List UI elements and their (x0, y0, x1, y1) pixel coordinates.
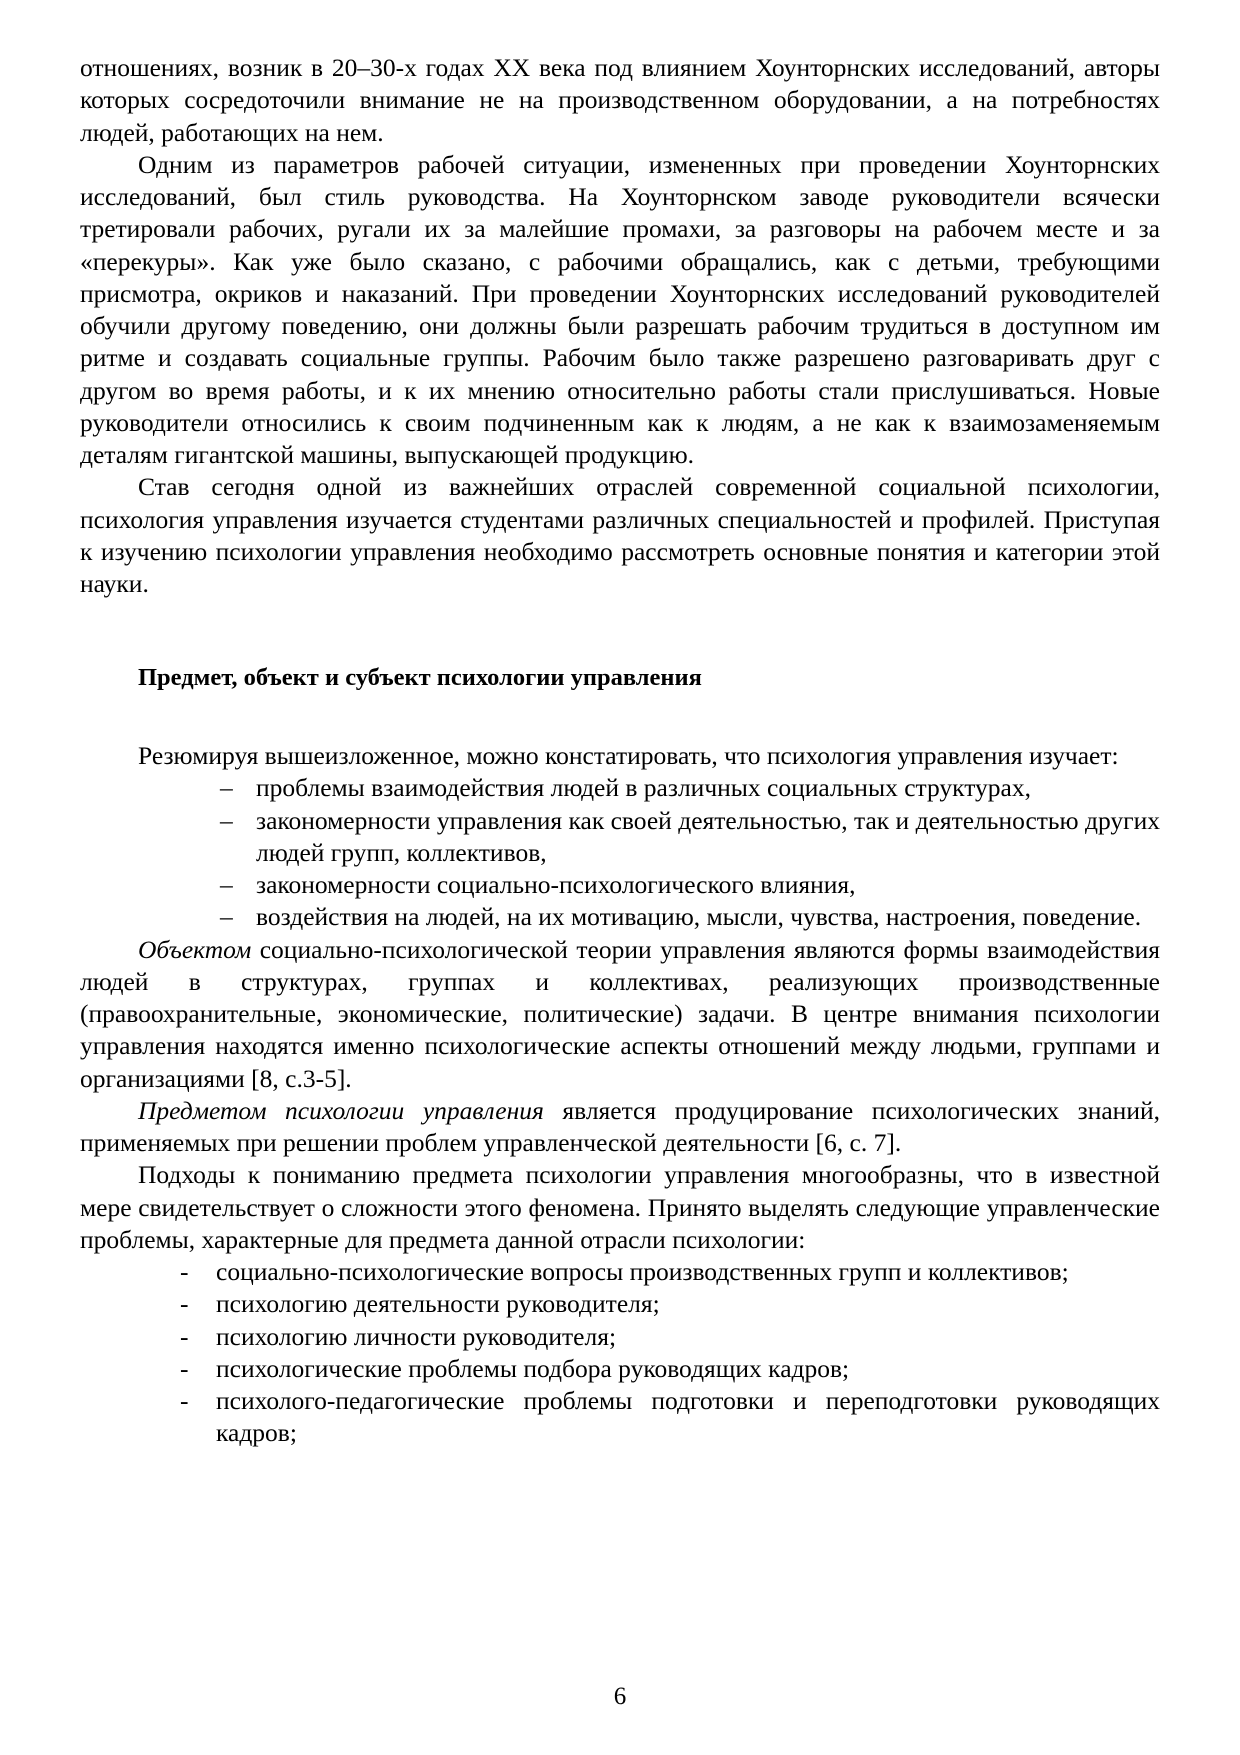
paragraph-hawthorne-leadership: Одним из параметров рабочей ситуации, измененных при проведении Хоунторнских исследований, был стиль руководства. На Хоунторнском заводе руководители всячески третировали рабочих, ругали их за малейшие промахи, за разговоры на рабочем месте и за «перекуры». Как уже было сказано, с рабочими обращались, как с детьми, требующими присмотра, окриков и наказаний. При проведении Хоунторнских исследований руководителей обучили другому поведению, они должны были разрешать рабочим трудиться в доступном им ритме и создавать социальные группы. Рабочим было также разрешено разговаривать друг с другом во время работы, и к их мнению относительно работы стали прислушиваться. Новые руководители относились к своим подчиненным как к людям, а не как к взаимозаменяемым деталям гигантской машины, выпускающей продукцию. (80, 149, 1160, 469)
list-item-label: воздействия на людей, на их мотивацию, мысли, чувства, настроения, поведение. (256, 902, 1142, 932)
list-item-label: психологию деятельности руководителя; (216, 1289, 660, 1319)
paragraph-object (80, 934, 1160, 1095)
paragraph-object-body: социально-психологической теории управления являются формы взаимодействия людей в структурах, группах и коллективах, реализующих производственные (правоохранительные, экономические, политические) задачи. В центре внимания психологии управления находятся именно психологические аспекты отношений между людьми, группами и организациями [8, с.3-5]. (80, 934, 1160, 1093)
list-item-label: социально-психологические вопросы производственных групп и коллективов; (216, 1257, 1069, 1287)
list-item-label: психологию личности руководителя; (216, 1321, 617, 1351)
list-marker: – (220, 805, 233, 835)
hyphen-list (80, 1256, 1160, 1450)
list-item (220, 772, 1160, 804)
paragraph-summary-intro: Резюмируя вышеизложенное, можно констатировать, что психология управления изучает: (138, 741, 1119, 771)
section-heading: Предмет, объект и субъект психологии управления (138, 664, 702, 692)
paragraph-subject-body: является продуцирование психологических знаний, применяемых при решении проблем управленческой деятельности [6, с. 7]. (80, 1095, 1160, 1158)
list-item (220, 901, 1160, 933)
list-item (180, 1385, 1160, 1450)
list-item-label: психологические проблемы подбора руководящих кадров; (216, 1353, 850, 1383)
list-item-label: проблемы взаимодействия людей в различных социальных структурах, (256, 773, 1031, 803)
list-item (180, 1288, 1160, 1320)
paragraph-modern-branch: Став сегодня одной из важнейших отраслей современной социальной психологии, психология управления изучается студентами различных специальностей и профилей. Приступая к изучению психологии управления необходимо рассмотреть основные понятия и категории этой науки. (80, 472, 1160, 598)
paragraph-continuation: отношениях, возник в 20–30-х годах XX века под влиянием Хоунторнских исследований, авторы которых сосредоточили внимание не на производственном оборудовании, а на потребностях людей, работающих на нем. (80, 53, 1160, 147)
list-item (180, 1321, 1160, 1353)
paragraph-subject (80, 1095, 1160, 1160)
page-number: 6 (613, 1683, 627, 1710)
list-marker: – (220, 773, 233, 803)
list-marker: - (180, 1257, 189, 1287)
list-item (220, 805, 1160, 870)
list-marker: - (180, 1289, 189, 1319)
dash-list (80, 772, 1160, 933)
list-item (220, 869, 1160, 901)
list-marker: - (180, 1321, 189, 1351)
list-item-label: психолого-педагогические проблемы подготовки и переподготовки руководящих кадров; (216, 1386, 1160, 1448)
list-marker: - (180, 1386, 189, 1416)
paragraph-object-lead: Объектом (138, 934, 252, 964)
list-marker: – (220, 870, 233, 900)
list-item-label: закономерности социально-психологического влияния, (256, 870, 856, 900)
list-marker: - (180, 1353, 189, 1383)
paragraph-approaches: Подходы к пониманию предмета психологии управления многообразны, что в известной мере свидетельствует о сложности этого феномена. Принято выделять следующие управленческие проблемы, характерные для предмета данной отрасли психологии: (80, 1160, 1160, 1254)
list-item (180, 1353, 1160, 1385)
section-spacer (80, 600, 1160, 662)
paragraph-subject-lead: Предметом психологии управления (138, 1095, 544, 1125)
list-item-label: закономерности управления как своей деятельностью, так и деятельностью других людей групп, коллективов, (256, 805, 1160, 867)
list-item (180, 1256, 1160, 1288)
heading-spacer (80, 694, 1160, 740)
list-marker: – (220, 902, 233, 932)
